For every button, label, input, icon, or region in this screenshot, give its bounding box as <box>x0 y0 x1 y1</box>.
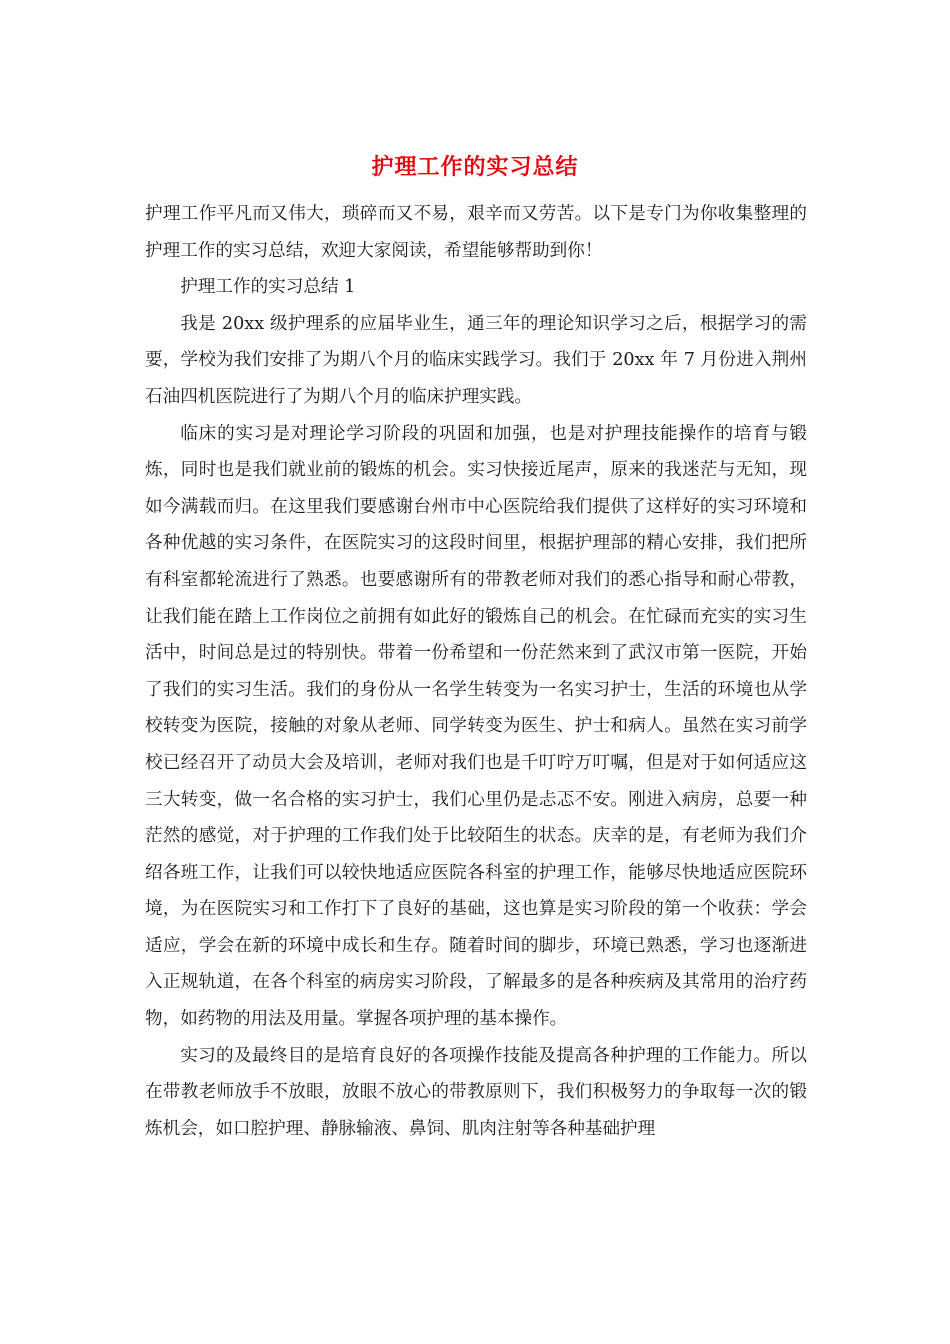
body-paragraph: 我是 20xx 级护理系的应届毕业生，通三年的理论知识学习之后，根据学习的需要，学校为我们安排了为期八个月的临床实践学习。我们于 20xx 年 7 月份进入荆州石油四机医院进行了为期八个月的临床护理实践。 <box>145 313 807 407</box>
document-title: 护理工作的实习总结 <box>371 154 579 180</box>
section-heading: 护理工作的实习总结 1 <box>180 277 356 298</box>
body-paragraph: 临床的实习是对理论学习阶段的巩固和加强，也是对护理技能操作的培育与锻炼，同时也是我们就业前的锻炼的机会。实习快接近尾声，原来的我迷茫与无知，现如今满载而归。在这里我们要感谢台州市中心医院给我们提供了这样好的实习环境和各种优越的实习条件，在医院实习的这段时间里，根据护理部的精心安排，我们把所有科室都轮流进行了熟悉。也要感谢所有的带教老师对我们的悉心指导和耐心带教，让我们能在踏上工作岗位之前拥有如此好的锻炼自己的机会。在忙碌而充实的实习生活中，时间总是过的特别快。带着一份希望和一份茫然来到了武汉市第一医院，开始了我们的实习生活。我们的身份从一名学生转变为一名实习护士，生活的环境也从学校转变为医院，接触的对象从老师、同学转变为医生、护士和病人。虽然在实习前学校已经召开了动员大会及培训，老师对我们也是千叮咛万叮嘱，但是对于如何适应这三大转变，做一名合格的实习护士，我们心里仍是忐忑不安。刚进入病房，总要一种茫然的感觉，对于护理的工作我们处于比较陌生的状态。庆幸的是，有老师为我们介绍各班工作，让我们可以较快地适应医院各科室的护理工作，能够尽快地适应医院环境，为在医院实习和工作打下了良好的基础，这也算是实习阶段的第一个收获：学会适应，学会在新的环境中成长和生存。随着时间的脚步，环境已熟悉，学习也逐渐进入正规轨道，在各个科室的病房实习阶段，了解最多的是各种疾病及其常用的治疗药物，如药物的用法及用量。掌握各项护理的基本操作。 <box>145 423 807 1030</box>
document-body <box>145 196 807 1147</box>
body-paragraph: 实习的及最终目的是培育良好的各项操作技能及提高各种护理的工作能力。所以在带教老师放手不放眼，放眼不放心的带教原则下，我们积极努力的争取每一次的锻炼机会，如口腔护理、静脉输液、鼻饲、肌肉注射等各种基础护理 <box>145 1045 807 1139</box>
intro-paragraph: 护理工作平凡而又伟大，琐碎而又不易，艰辛而又劳苦。以下是专门为你收集整理的护理工作的实习总结，欢迎大家阅读，希望能够帮助到你！ <box>145 204 807 261</box>
